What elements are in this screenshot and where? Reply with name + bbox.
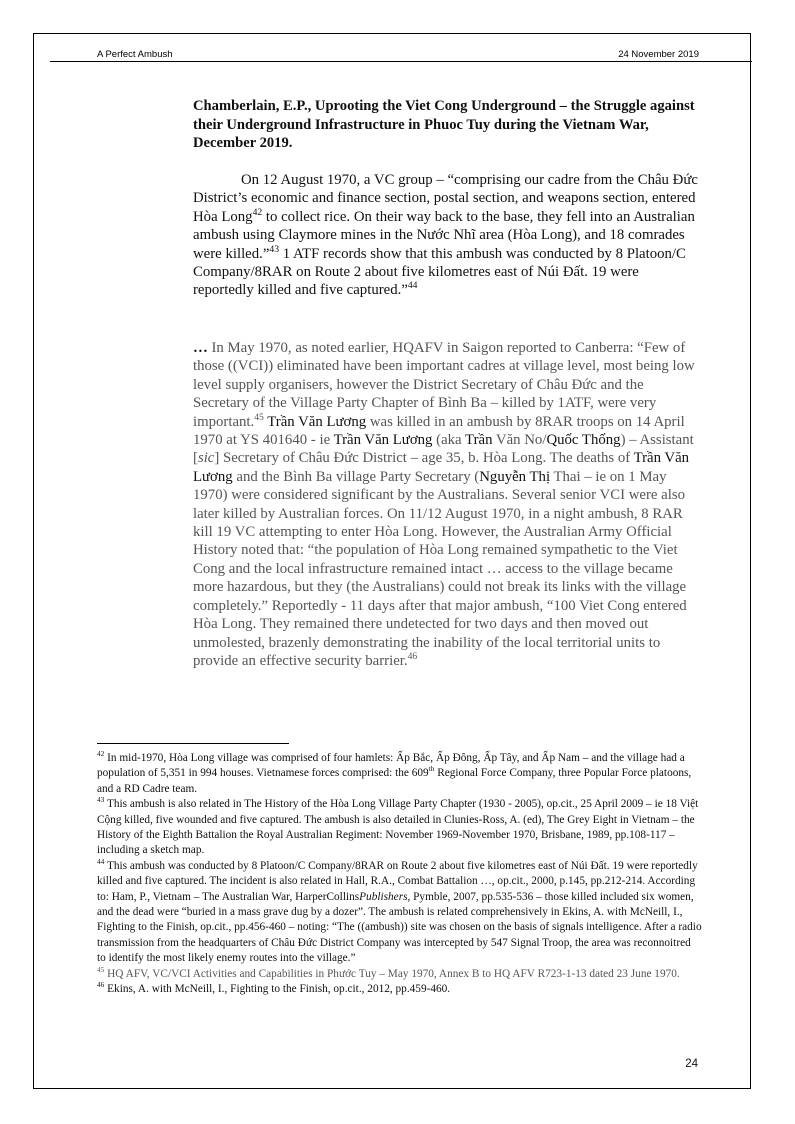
page-number: 24: [685, 1058, 698, 1070]
running-header-date: 24 November 2019: [618, 49, 699, 60]
paragraph-2: … In May 1970, as noted earlier, HQAFV in Saigon reported to Canberra: “Few of those ((VCI)) eliminated have been important cadres at village level, most being low level supply organisers, however the District Secretary of Châu Đức and the Secretary of the Village Party Chapter of Bình Ba – killed by 1ATF, were very important.$^{45}$ Trần Văn Lương was killed in an ambush by 8RAR troops on 14 April 1970 at YS 401640 - ie Trần Văn Lương (aka Trần Văn No/Quốc Thống) – Assistant [sic] Secretary of Châu Đức District – age 35, b. Hòa Long. The deaths of Trần Văn Lương and the Bình Ba village Party Secretary (Nguyễn Thị Thai – ie on 1 May 1970) were considered significant by the Australians. Several senior VCI were also later killed by Australian forces. On 11/12 August 1970, in a night ambush, 8 RAR kill 19 VC attempting to enter Hòa Long. However, the Australian Army Official History noted that: “the population of Hòa Long remained sympathetic to the Viet Cong and the local infrastructure remained intact … access to the village became more hazardous, but they (the Australians) could not break its links with the village completely.” Reportedly - 11 days after that major ambush, “100 Viet Cong entered Hòa Long. They remained there undetected for two days and then moved out unmolested, brazenly demonstrating the inability of the local territorial units to provide an effective security barrier.$^{46}$: [193, 340, 695, 669]
footnote-45: $^{45}$ HQ AFV, VC/VCI Activities and Capabilities in Phước Tuy – May 1970, Annex B to HQ AFV R723-1-13 dated 23 June 1970.: [97, 964, 680, 980]
footnote-ref-43[interactable]: 43: [269, 243, 280, 255]
footnotes: [97, 751, 702, 998]
header-rule: [50, 61, 752, 62]
footnote-ref-46[interactable]: 46: [407, 650, 418, 662]
footnote-ref-42[interactable]: 42: [252, 206, 263, 218]
ellipsis-lead: …: [193, 340, 208, 356]
footnote-46: $^{46}$ Ekins, A. with McNeill, I., Fighting to the Finish, op.cit., 2012, pp.459-460.: [97, 980, 451, 996]
source-citation-title: Chamberlain, E.P., Uprooting the Viet Cong Underground – the Struggle against their Underground Infrastructure in Phuoc Tuy during the Vietnam War, December 2019.: [193, 98, 695, 151]
footnote-42: $^{42}$ In mid-1970, Hòa Long village was comprised of four hamlets: Ấp Bắc, Ấp Đông, Ấp Tây, and Ấp Nam – and the village had a population of 5,351 in 994 houses. Vietnamese forces comprised: the 609th Regional Force Company, three Popular Force platoons, and a RD Cadre team.: [97, 749, 692, 795]
footnote-44: $^{44}$ This ambush was conducted by 8 Platoon/C Company/8RAR on Route 2 about five kilometres east of Núi Đất. 19 were reportedly killed and five captured. The incident is also related in Hall, R.A., Combat Battalion …, op.cit., 2000, p.145, pp.212-214. According to: Ham, P., Vietnam – The Australian War, HarperCollinsPublishers, Pymble, 2007, pp.535-536 – those killed included six women, and the dead were “buried in a mass grave dug by a dozer”. The ambush is related comprehensively in Ekins, A. with McNeill, I., Fighting to the Finish, op.cit., pp.456-460 – noting: “The ((ambush)) site was chosen on the basis of signals intelligence. After a radio transmission from the headquarters of Châu Đức District Company was intercepted by 547 Signal Troop, the area was reconnoitred to identify the most likely enemy routes into the village.”: [97, 857, 702, 965]
footnote-ref-44[interactable]: 44: [407, 280, 418, 292]
paragraph-1: On 12 August 1970, a VC group – “comprising our cadre from the Châu Đức District’s economic and finance section, postal section, and weapons section, entered Hòa Long$^{42}$ to collect rice. On their way back to the base, they fell into an Australian ambush using Claymore mines in the Nước Nhĩ area (Hòa Long), and 18 comrades were killed.”$^{43}$ 1 ATF records show that this ambush was conducted by 8 Platoon/C Company/8RAR on Route 2 about five kilometres east of Núi Đất. 19 were reportedly killed and five captured.”$^{44}$: [193, 172, 698, 299]
running-header-title: A Perfect Ambush: [97, 49, 173, 60]
footnote-separator: [97, 743, 289, 744]
footnote-ref-45[interactable]: 45: [254, 411, 264, 423]
footnote-43: $^{43}$ This ambush is also related in The History of the Hòa Long Village Party Chapter (1930 - 2005), op.cit., 25 April 2009 – ie 18 Việt Cộng killed, five wounded and five captured. The ambush is also detailed in Clunies-Ross, A. (ed), The Grey Eight in Vietnam – the History of the Eighth Battalion the Royal Australian Regiment: November 1969-November 1970, Brisbane, 1989, pp.108-117 – including a sketch map.: [97, 795, 699, 857]
